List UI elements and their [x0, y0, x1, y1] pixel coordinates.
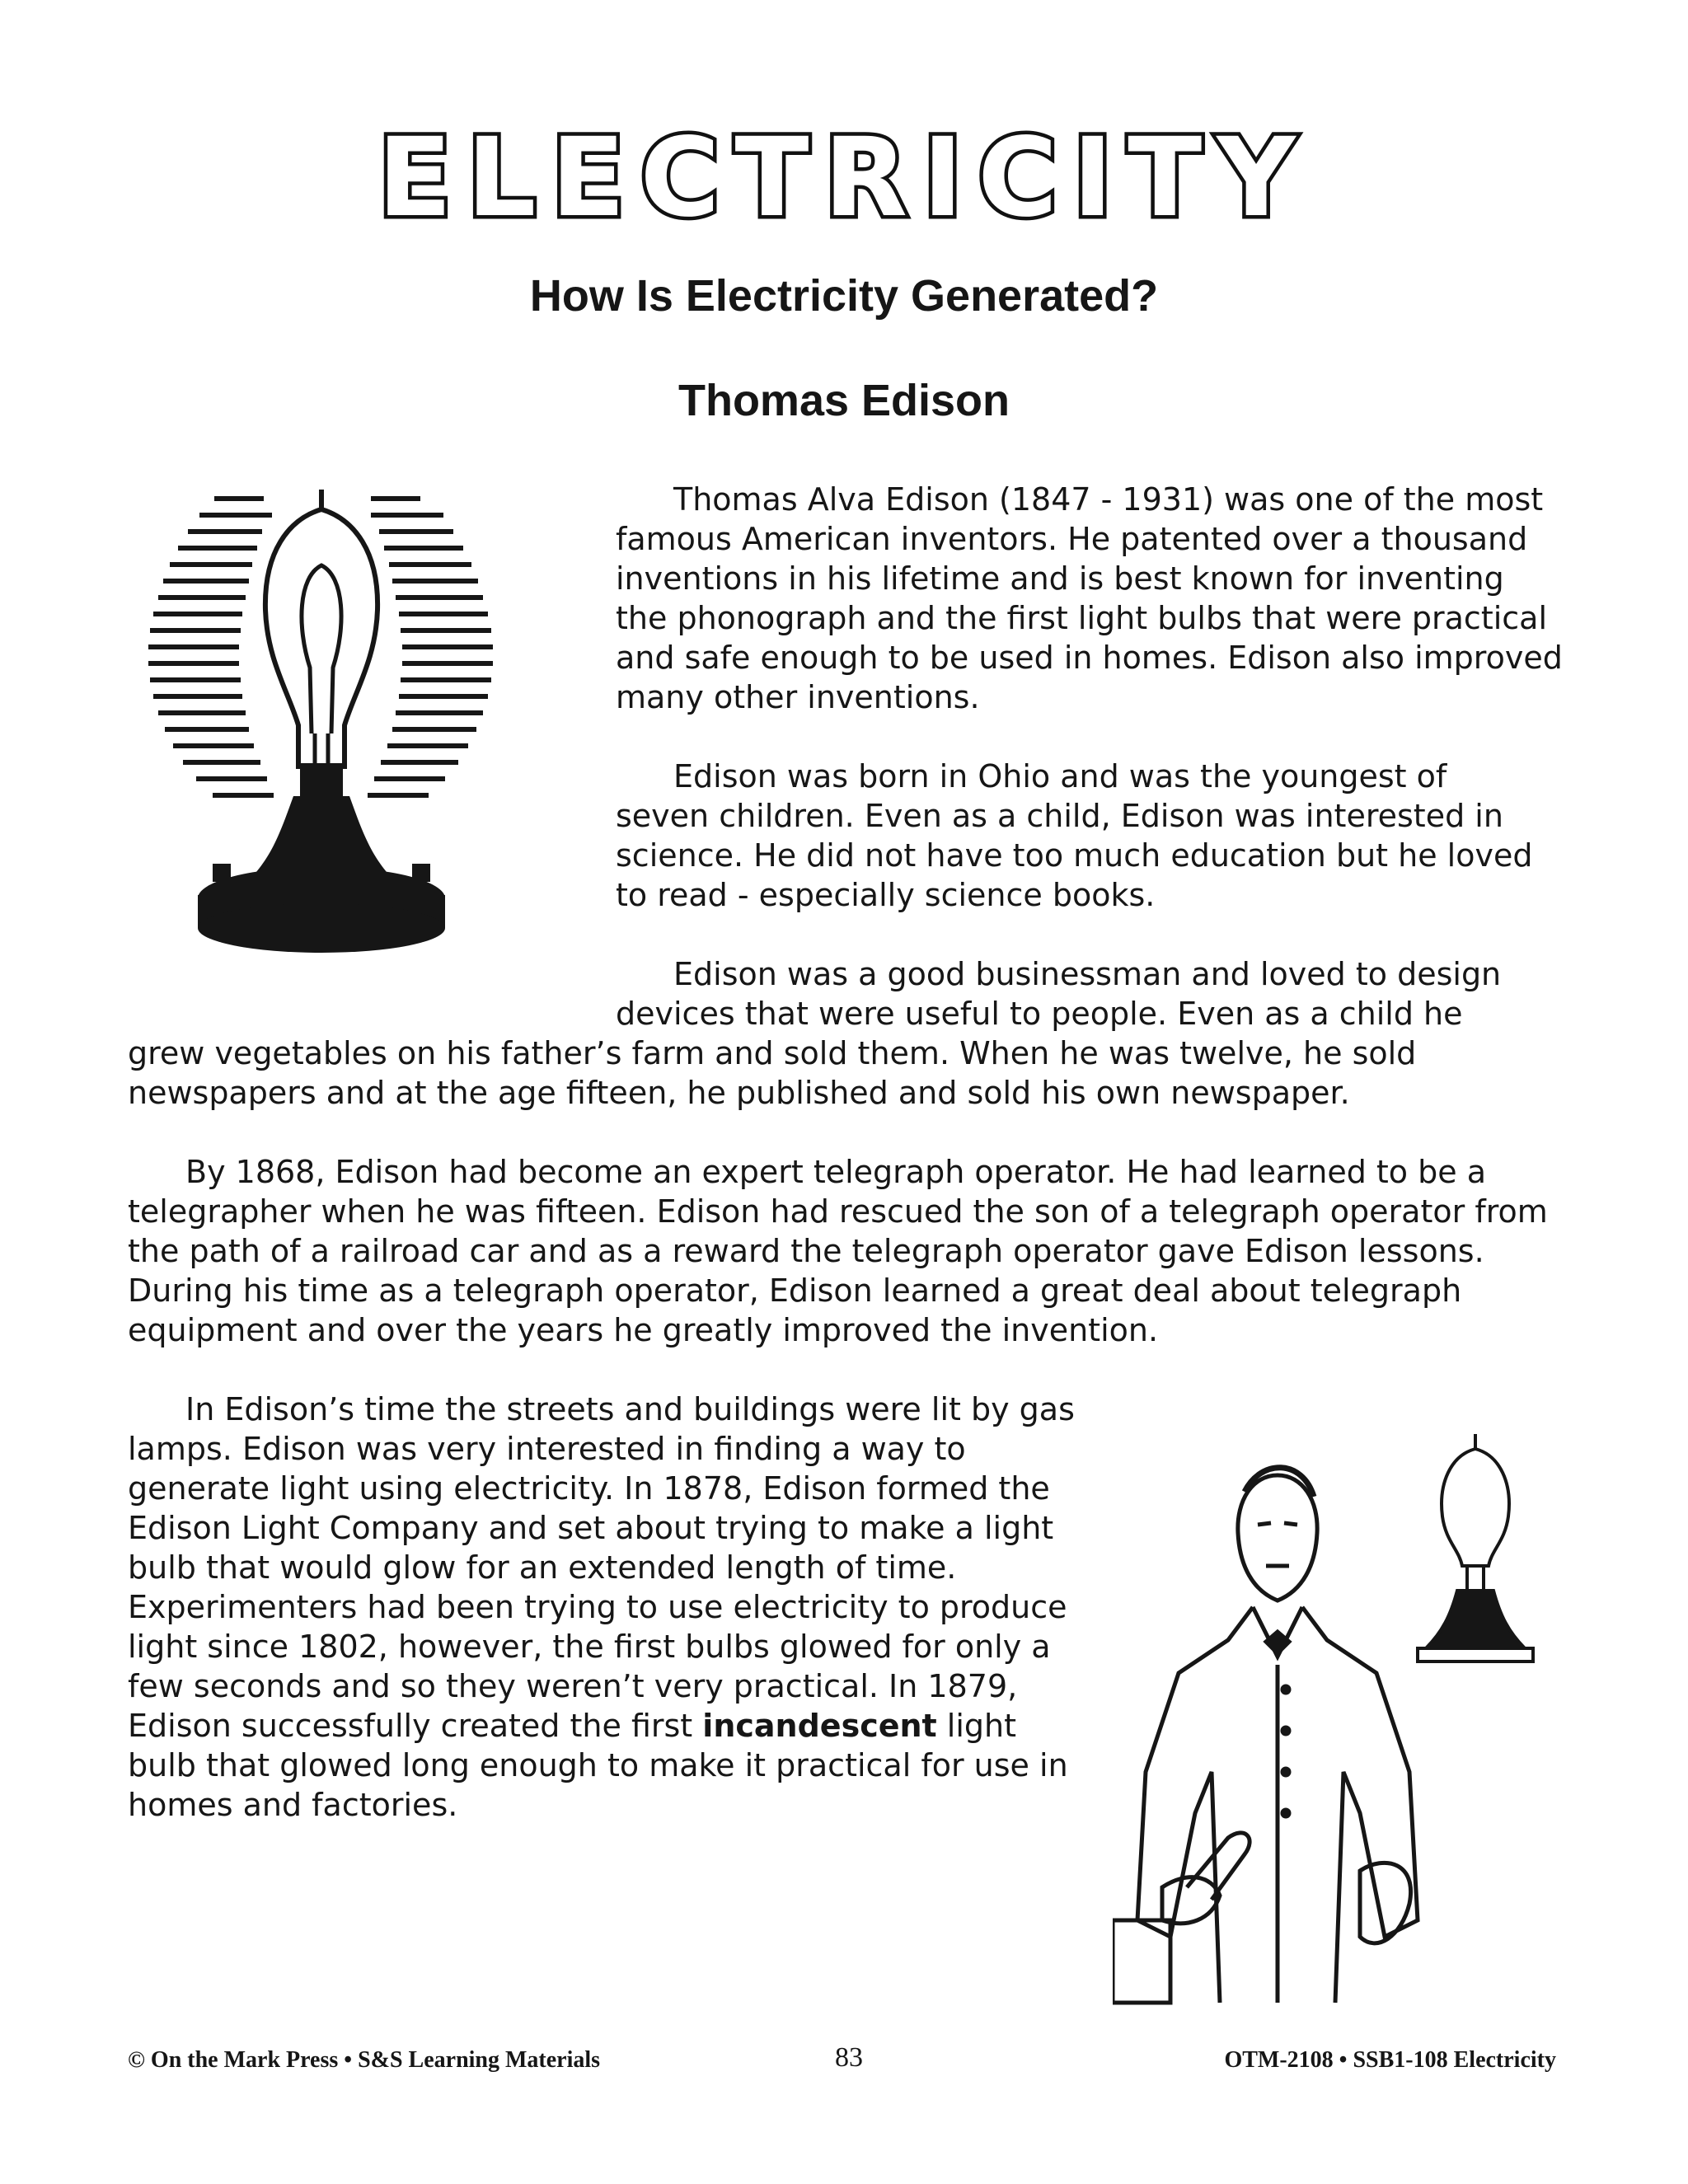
paragraph-1: Thomas Alva Edison (1847 - 1931) was one of the most famous American inventors. He patented over a thousand inventions in his lifetime and is best known for inventing the phonograph and the first light bulbs that were practical and safe enough to be used in homes. Edison also improved many other inventions. — [616, 481, 1563, 715]
page-title: ELECTRICITY — [377, 115, 1311, 241]
bulb-base — [198, 763, 445, 953]
page-subtitle: How Is Electricity Generated? — [529, 271, 1159, 321]
paragraph-4 — [128, 1152, 1562, 1350]
paragraph-5 — [128, 1390, 1084, 1825]
footer-product-code: OTM-2108 • SSB1-108 Electricity — [1224, 2047, 1556, 2073]
edison-figure — [1113, 1468, 1418, 2003]
light-bulb-illustration — [124, 486, 569, 981]
paragraph-5-text-start: In Edison’s time the streets and buildings were lit by gas lamps. Edison was very interested in finding a way to generate light using electricity. In 1878, Edison formed the Edison Light Company and set about trying to make a light bulb that would glow for an extended length of time. Experimenters had been trying to use electricity to produce light since 1802, however, the first bulbs glowed for only a few seconds and so they weren’t very practical. In 1879, Edison successfully created the first — [128, 1391, 1075, 1744]
paragraph-2: Edison was born in Ohio and was the youngest of seven children. Even as a child, Edison was interested in science. He did not have too much education but he loved to read - especially science books. — [616, 758, 1533, 913]
section-title: Thomas Edison — [678, 376, 1010, 425]
edison-portrait-illustration — [1113, 1426, 1574, 2019]
small-bulb — [1418, 1434, 1533, 1661]
title-container — [0, 115, 1688, 241]
footer-publisher: © On the Mark Press • S&S Learning Materials — [128, 2047, 601, 2073]
footer-page-number: 83 — [835, 2042, 863, 2073]
paragraph-3-top: Edison was a good businessman and loved to design devices that were useful to people. Even as a child he — [616, 956, 1502, 1032]
incandescent-keyword: incandescent — [702, 1708, 937, 1744]
paragraph-3-bottom: grew vegetables on his father’s farm and sold them. When he was twelve, he sold newspapers and at the age fifteen, he published and sold his own newspaper. — [128, 1035, 1417, 1111]
bulb-glass — [265, 490, 377, 766]
page-footer — [0, 2042, 1688, 2083]
paragraph-4-text: By 1868, Edison had become an expert telegraph operator. He had learned to be a telegrapher when he was fifteen. Edison had rescued the son of a telegraph operator from the path of a railroad car and as a reward the telegraph operator gave Edison lessons. During his time as a telegraph operator, Edison learned a great deal about telegraph equipment and over the years he greatly improved the invention. — [128, 1154, 1548, 1348]
paragraph-5-text-end: light bulb that glowed long enough to make it practical for use in homes and factories. — [128, 1708, 1068, 1823]
